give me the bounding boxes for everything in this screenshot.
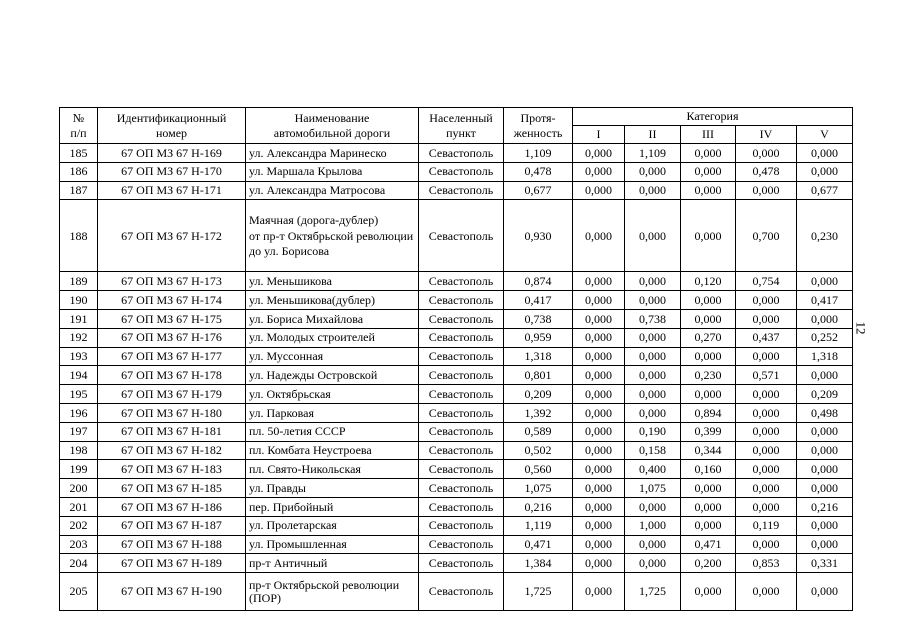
category-5-length: 1,318 xyxy=(797,347,853,366)
category-3-length: 0,200 xyxy=(681,554,736,573)
road-id: 67 ОП МЗ 67 Н-172 xyxy=(98,200,246,272)
row-number: 196 xyxy=(60,403,98,422)
table-row xyxy=(60,403,853,422)
category-2-length: 0,000 xyxy=(625,162,681,181)
road-id: 67 ОП МЗ 67 Н-185 xyxy=(98,479,246,498)
category-1-length: 0,000 xyxy=(573,328,625,347)
road-length: 1,725 xyxy=(504,573,573,611)
road-id: 67 ОП МЗ 67 Н-177 xyxy=(98,347,246,366)
category-2-length: 0,000 xyxy=(625,366,681,385)
settlement: Севастополь xyxy=(419,479,504,498)
road-id: 67 ОП МЗ 67 Н-170 xyxy=(98,162,246,181)
category-3-length: 0,000 xyxy=(681,309,736,328)
category-2-length: 1,109 xyxy=(625,144,681,163)
road-name: ул. Парковая xyxy=(246,403,419,422)
roads-table xyxy=(59,107,853,611)
category-2-length: 0,000 xyxy=(625,328,681,347)
road-id: 67 ОП МЗ 67 Н-178 xyxy=(98,366,246,385)
settlement: Севастополь xyxy=(419,403,504,422)
category-4-length: 0,571 xyxy=(736,366,797,385)
road-length: 0,738 xyxy=(504,309,573,328)
row-number: 200 xyxy=(60,479,98,498)
category-1-length: 0,000 xyxy=(573,200,625,272)
table-row xyxy=(60,479,853,498)
category-5-length: 0,000 xyxy=(797,422,853,441)
category-4-length: 0,437 xyxy=(736,328,797,347)
road-name: ул. Александра Маринеско xyxy=(246,144,419,163)
category-2-length: 0,000 xyxy=(625,385,681,404)
category-3-length: 0,000 xyxy=(681,573,736,611)
road-id: 67 ОП МЗ 67 Н-174 xyxy=(98,291,246,310)
settlement: Севастополь xyxy=(419,309,504,328)
category-3-length: 0,160 xyxy=(681,460,736,479)
header-category: Категория xyxy=(573,108,853,126)
table-row xyxy=(60,497,853,516)
row-number: 189 xyxy=(60,272,98,291)
category-1-length: 0,000 xyxy=(573,272,625,291)
category-3-length: 0,270 xyxy=(681,328,736,347)
category-1-length: 0,000 xyxy=(573,441,625,460)
category-5-length: 0,000 xyxy=(797,144,853,163)
settlement: Севастополь xyxy=(419,144,504,163)
road-name: ул. Октябрьская xyxy=(246,385,419,404)
settlement: Севастополь xyxy=(419,554,504,573)
settlement: Севастополь xyxy=(419,272,504,291)
road-name: ул. Меньшикова xyxy=(246,272,419,291)
category-5-length: 0,677 xyxy=(797,181,853,200)
table-row xyxy=(60,291,853,310)
category-1-length: 0,000 xyxy=(573,162,625,181)
road-length: 0,677 xyxy=(504,181,573,200)
road-name: пл. 50-летия СССР xyxy=(246,422,419,441)
category-3-length: 0,894 xyxy=(681,403,736,422)
category-1-length: 0,000 xyxy=(573,385,625,404)
category-2-length: 0,000 xyxy=(625,291,681,310)
category-4-length: 0,000 xyxy=(736,422,797,441)
category-3-length: 0,000 xyxy=(681,347,736,366)
road-id: 67 ОП МЗ 67 Н-173 xyxy=(98,272,246,291)
category-1-length: 0,000 xyxy=(573,144,625,163)
category-2-length: 1,725 xyxy=(625,573,681,611)
row-number: 192 xyxy=(60,328,98,347)
header-id: Идентификационный номер xyxy=(98,108,246,144)
row-number: 202 xyxy=(60,516,98,535)
road-name: ул. Пролетарская xyxy=(246,516,419,535)
header-num: № п/п xyxy=(60,108,98,144)
road-id: 67 ОП МЗ 67 Н-176 xyxy=(98,328,246,347)
category-5-length: 0,209 xyxy=(797,385,853,404)
category-2-length: 0,190 xyxy=(625,422,681,441)
road-name: ул. Муссонная xyxy=(246,347,419,366)
table-row xyxy=(60,347,853,366)
road-id: 67 ОП МЗ 67 Н-182 xyxy=(98,441,246,460)
settlement: Севастополь xyxy=(419,200,504,272)
road-length: 0,930 xyxy=(504,200,573,272)
category-1-length: 0,000 xyxy=(573,516,625,535)
category-5-length: 0,498 xyxy=(797,403,853,422)
row-number: 188 xyxy=(60,200,98,272)
category-1-length: 0,000 xyxy=(573,347,625,366)
road-name: пр-т Античный xyxy=(246,554,419,573)
category-2-length: 0,158 xyxy=(625,441,681,460)
settlement: Севастополь xyxy=(419,385,504,404)
category-1-length: 0,000 xyxy=(573,535,625,554)
category-5-length: 0,331 xyxy=(797,554,853,573)
category-3-length: 0,000 xyxy=(681,479,736,498)
road-name: ул. Надежды Островской xyxy=(246,366,419,385)
category-4-length: 0,000 xyxy=(736,347,797,366)
road-id: 67 ОП МЗ 67 Н-190 xyxy=(98,573,246,611)
road-name xyxy=(246,200,419,272)
category-5-length: 0,000 xyxy=(797,441,853,460)
category-4-length: 0,754 xyxy=(736,272,797,291)
table-row xyxy=(60,573,853,611)
road-id: 67 ОП МЗ 67 Н-180 xyxy=(98,403,246,422)
header-length: Протя- женность xyxy=(504,108,573,144)
category-5-length: 0,000 xyxy=(797,479,853,498)
road-id: 67 ОП МЗ 67 Н-188 xyxy=(98,535,246,554)
table-row xyxy=(60,181,853,200)
road-length: 1,384 xyxy=(504,554,573,573)
category-3-length: 0,120 xyxy=(681,272,736,291)
category-2-length: 0,000 xyxy=(625,403,681,422)
table-row xyxy=(60,272,853,291)
category-1-length: 0,000 xyxy=(573,497,625,516)
category-3-length: 0,230 xyxy=(681,366,736,385)
road-name: ул. Правды xyxy=(246,479,419,498)
settlement: Севастополь xyxy=(419,535,504,554)
road-name-line: до ул. Борисова xyxy=(249,244,330,259)
category-2-length: 0,400 xyxy=(625,460,681,479)
table-row xyxy=(60,460,853,479)
settlement: Севастополь xyxy=(419,497,504,516)
road-length: 0,471 xyxy=(504,535,573,554)
category-5-length: 0,000 xyxy=(797,162,853,181)
category-3-length: 0,000 xyxy=(681,516,736,535)
road-name: ул. Промышленная xyxy=(246,535,419,554)
road-id: 67 ОП МЗ 67 Н-189 xyxy=(98,554,246,573)
category-1-length: 0,000 xyxy=(573,291,625,310)
road-id: 67 ОП МЗ 67 Н-181 xyxy=(98,422,246,441)
header-cat-3: III xyxy=(681,126,736,144)
category-2-length: 0,000 xyxy=(625,200,681,272)
row-number: 199 xyxy=(60,460,98,479)
settlement: Севастополь xyxy=(419,162,504,181)
category-4-length: 0,000 xyxy=(736,460,797,479)
table-row xyxy=(60,385,853,404)
category-5-length: 0,216 xyxy=(797,497,853,516)
table-header xyxy=(60,108,853,144)
category-4-length: 0,119 xyxy=(736,516,797,535)
category-3-length: 0,399 xyxy=(681,422,736,441)
category-2-length: 0,000 xyxy=(625,272,681,291)
category-2-length: 0,000 xyxy=(625,554,681,573)
row-number: 197 xyxy=(60,422,98,441)
row-number: 204 xyxy=(60,554,98,573)
category-4-length: 0,853 xyxy=(736,554,797,573)
header-cat-1: I xyxy=(573,126,625,144)
road-length: 1,109 xyxy=(504,144,573,163)
category-1-length: 0,000 xyxy=(573,403,625,422)
category-3-length: 0,000 xyxy=(681,385,736,404)
header-cat-5: V xyxy=(797,126,853,144)
category-4-length: 0,700 xyxy=(736,200,797,272)
category-4-length: 0,000 xyxy=(736,403,797,422)
category-2-length: 0,000 xyxy=(625,497,681,516)
road-length: 1,392 xyxy=(504,403,573,422)
category-3-length: 0,000 xyxy=(681,291,736,310)
category-4-length: 0,000 xyxy=(736,144,797,163)
settlement: Севастополь xyxy=(419,516,504,535)
road-name-line: от пр-т Октябрьской революции xyxy=(249,228,414,243)
category-4-length: 0,000 xyxy=(736,441,797,460)
category-5-length: 0,417 xyxy=(797,291,853,310)
road-name: ул. Меньшикова(дублер) xyxy=(246,291,419,310)
page-number: 12 xyxy=(853,321,869,335)
settlement: Севастополь xyxy=(419,291,504,310)
category-2-length: 1,075 xyxy=(625,479,681,498)
row-number: 194 xyxy=(60,366,98,385)
road-name: пр-т Октябрьской революции (ПОР) xyxy=(246,573,419,611)
road-name: ул. Молодых строителей xyxy=(246,328,419,347)
header-road-name: Наименование автомобильной дороги xyxy=(246,108,419,144)
category-4-length: 0,478 xyxy=(736,162,797,181)
category-3-length: 0,000 xyxy=(681,162,736,181)
settlement: Севастополь xyxy=(419,573,504,611)
table-row xyxy=(60,422,853,441)
category-1-length: 0,000 xyxy=(573,460,625,479)
road-length: 0,959 xyxy=(504,328,573,347)
category-2-length: 0,000 xyxy=(625,535,681,554)
category-1-length: 0,000 xyxy=(573,181,625,200)
category-3-length: 0,471 xyxy=(681,535,736,554)
settlement: Севастополь xyxy=(419,422,504,441)
road-name: пл. Свято-Никольская xyxy=(246,460,419,479)
table-row xyxy=(60,309,853,328)
category-3-length: 0,000 xyxy=(681,497,736,516)
category-4-length: 0,000 xyxy=(736,573,797,611)
road-length: 0,801 xyxy=(504,366,573,385)
category-4-length: 0,000 xyxy=(736,291,797,310)
settlement: Севастополь xyxy=(419,366,504,385)
category-2-length: 0,000 xyxy=(625,181,681,200)
road-id: 67 ОП МЗ 67 Н-169 xyxy=(98,144,246,163)
category-5-length: 0,252 xyxy=(797,328,853,347)
row-number: 198 xyxy=(60,441,98,460)
category-1-length: 0,000 xyxy=(573,479,625,498)
road-name: ул. Александра Матросова xyxy=(246,181,419,200)
road-id: 67 ОП МЗ 67 Н-183 xyxy=(98,460,246,479)
row-number: 185 xyxy=(60,144,98,163)
category-2-length: 0,000 xyxy=(625,347,681,366)
category-4-length: 0,000 xyxy=(736,497,797,516)
road-length: 0,502 xyxy=(504,441,573,460)
settlement: Севастополь xyxy=(419,347,504,366)
table-row xyxy=(60,554,853,573)
category-2-length: 0,738 xyxy=(625,309,681,328)
road-id: 67 ОП МЗ 67 Н-186 xyxy=(98,497,246,516)
row-number: 190 xyxy=(60,291,98,310)
road-name: ул. Маршала Крылова xyxy=(246,162,419,181)
category-1-length: 0,000 xyxy=(573,573,625,611)
row-number: 187 xyxy=(60,181,98,200)
category-4-length: 0,000 xyxy=(736,479,797,498)
road-id: 67 ОП МЗ 67 Н-171 xyxy=(98,181,246,200)
category-4-length: 0,000 xyxy=(736,535,797,554)
category-1-length: 0,000 xyxy=(573,554,625,573)
row-number: 193 xyxy=(60,347,98,366)
category-3-length: 0,344 xyxy=(681,441,736,460)
row-number: 195 xyxy=(60,385,98,404)
row-number: 201 xyxy=(60,497,98,516)
category-5-length: 0,000 xyxy=(797,573,853,611)
table-row xyxy=(60,441,853,460)
row-number: 203 xyxy=(60,535,98,554)
road-id: 67 ОП МЗ 67 Н-179 xyxy=(98,385,246,404)
settlement: Севастополь xyxy=(419,328,504,347)
category-3-length: 0,000 xyxy=(681,144,736,163)
road-length: 0,209 xyxy=(504,385,573,404)
category-5-length: 0,000 xyxy=(797,535,853,554)
road-length: 1,318 xyxy=(504,347,573,366)
header-cat-4: IV xyxy=(736,126,797,144)
header-settlement: Населенный пункт xyxy=(419,108,504,144)
category-5-length: 0,230 xyxy=(797,200,853,272)
road-length: 0,478 xyxy=(504,162,573,181)
settlement: Севастополь xyxy=(419,181,504,200)
road-name: пл. Комбата Неустроева xyxy=(246,441,419,460)
road-length: 1,075 xyxy=(504,479,573,498)
road-length: 0,874 xyxy=(504,272,573,291)
category-5-length: 0,000 xyxy=(797,460,853,479)
category-3-length: 0,000 xyxy=(681,200,736,272)
road-length: 0,560 xyxy=(504,460,573,479)
category-2-length: 1,000 xyxy=(625,516,681,535)
settlement: Севастополь xyxy=(419,460,504,479)
table-body xyxy=(60,144,853,611)
road-length: 0,589 xyxy=(504,422,573,441)
category-1-length: 0,000 xyxy=(573,366,625,385)
table-row xyxy=(60,366,853,385)
table-row xyxy=(60,516,853,535)
settlement: Севастополь xyxy=(419,441,504,460)
table-row xyxy=(60,328,853,347)
road-length: 0,417 xyxy=(504,291,573,310)
row-number: 191 xyxy=(60,309,98,328)
road-id: 67 ОП МЗ 67 Н-175 xyxy=(98,309,246,328)
road-length: 0,216 xyxy=(504,497,573,516)
category-4-length: 0,000 xyxy=(736,309,797,328)
road-id: 67 ОП МЗ 67 Н-187 xyxy=(98,516,246,535)
header-cat-2: II xyxy=(625,126,681,144)
table-row xyxy=(60,162,853,181)
category-5-length: 0,000 xyxy=(797,272,853,291)
table-row xyxy=(60,535,853,554)
table-row xyxy=(60,144,853,163)
row-number: 205 xyxy=(60,573,98,611)
road-name: пер. Прибойный xyxy=(246,497,419,516)
category-5-length: 0,000 xyxy=(797,366,853,385)
category-5-length: 0,000 xyxy=(797,309,853,328)
category-1-length: 0,000 xyxy=(573,309,625,328)
road-name: ул. Бориса Михайлова xyxy=(246,309,419,328)
category-4-length: 0,000 xyxy=(736,181,797,200)
table-row xyxy=(60,200,853,272)
category-1-length: 0,000 xyxy=(573,422,625,441)
row-number: 186 xyxy=(60,162,98,181)
category-5-length: 0,000 xyxy=(797,516,853,535)
category-4-length: 0,000 xyxy=(736,385,797,404)
category-3-length: 0,000 xyxy=(681,181,736,200)
road-length: 1,119 xyxy=(504,516,573,535)
road-name-line: Маячная (дорога-дублер) xyxy=(249,213,379,227)
